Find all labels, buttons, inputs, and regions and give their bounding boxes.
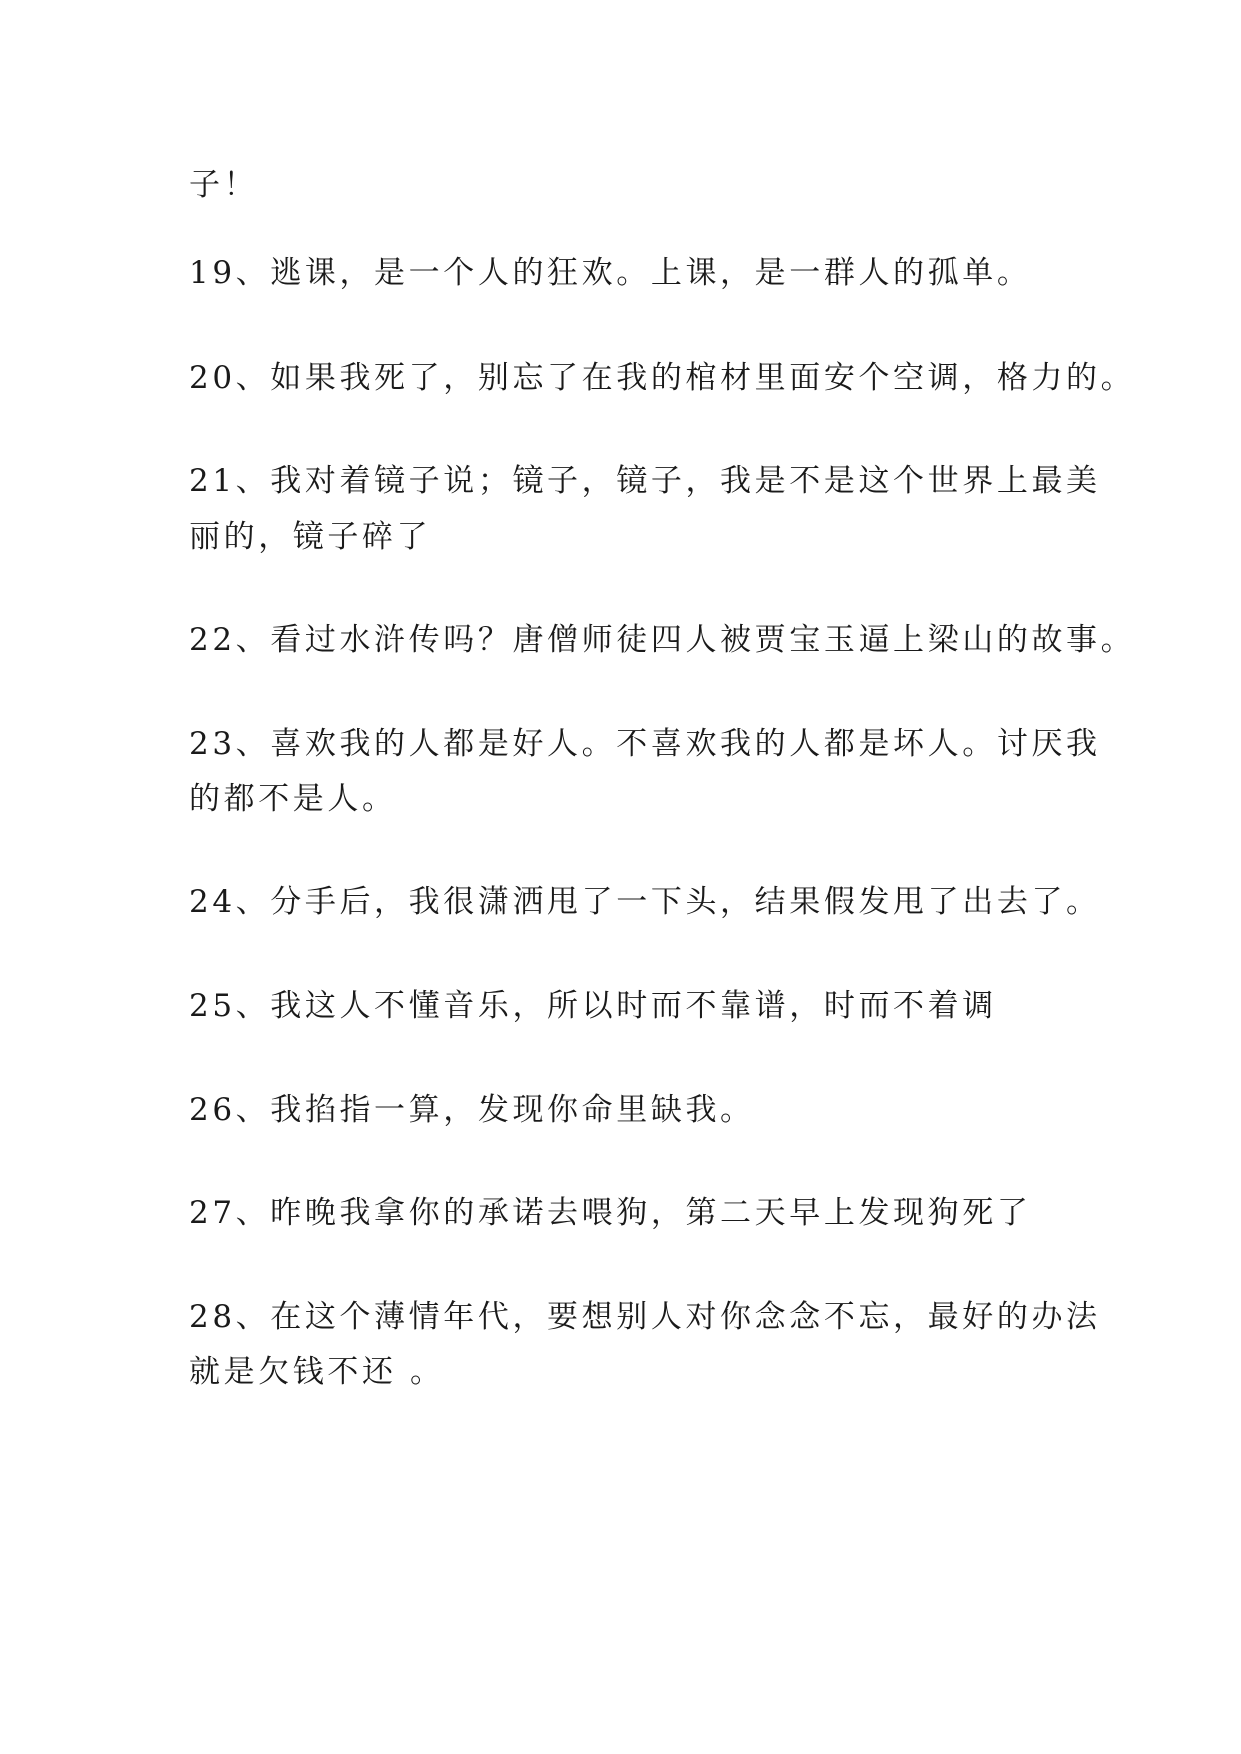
text-line: 丽的，镜子碎了 <box>189 519 432 555</box>
text-line: 25、我这人不懂音乐，所以时而不靠谱，时而不着调 <box>189 988 997 1024</box>
text-line: 26、我掐指一算，发现你命里缺我。 <box>189 1092 755 1128</box>
text-line: 就是欠钱不还 。 <box>189 1354 445 1390</box>
text-line: 28、在这个薄情年代，要想别人对你念念不忘，最好的办法 <box>189 1299 1101 1335</box>
text-line: 子！ <box>189 167 259 203</box>
text-line: 20、如果我死了，别忘了在我的棺材里面安个空调，格力的。 <box>189 360 1136 396</box>
text-line: 19、逃课，是一个人的狂欢。上课，是一群人的孤单。 <box>189 255 1032 291</box>
text-line: 24、分手后，我很潇洒甩了一下头，结果假发甩了出去了。 <box>189 884 1101 920</box>
text-line: 的都不是人。 <box>189 781 397 817</box>
text-line: 21、我对着镜子说；镜子，镜子，我是不是这个世界上最美 <box>189 463 1101 499</box>
text-line: 22、看过水浒传吗？唐僧师徒四人被贾宝玉逼上梁山的故事。 <box>189 622 1136 658</box>
text-line: 23、喜欢我的人都是好人。不喜欢我的人都是坏人。讨厌我 <box>189 726 1101 762</box>
text-line: 27、昨晚我拿你的承诺去喂狗，第二天早上发现狗死了 <box>189 1195 1032 1231</box>
